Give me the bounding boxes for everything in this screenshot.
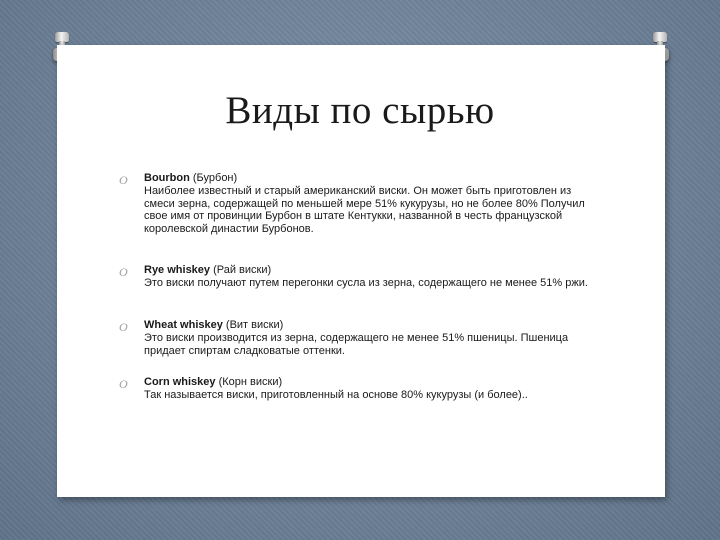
item-name: Corn whiskey — [144, 376, 216, 388]
item-text — [144, 319, 594, 357]
item-text — [144, 264, 594, 290]
item-description: Это виски производится из зерна, содержащего не менее 51% пшеницы. Пшеница придает спиртам сладковатые оттенки. — [144, 331, 569, 357]
item-text — [144, 172, 594, 236]
item-description: Наиболее известный и старый американский виски. Он может быть приготовлен из смеси зерна, содержащей по меньшей мере 51% кукурузы, но не более 80% Получил свое имя от провинции Бурбон в штате Кентукки, названной в честь французской королевской династии Бурбонов. — [144, 184, 585, 236]
item-translation: (Бурбон) — [189, 172, 238, 184]
item-name: Rye whiskey — [144, 264, 211, 276]
item-translation: (Вит виски) — [222, 319, 284, 331]
item-name: Wheat whiskey — [144, 319, 223, 331]
bullet-icon: O — [119, 377, 128, 391]
item-translation: (Корн виски) — [215, 376, 283, 388]
bullet-icon: O — [119, 173, 128, 187]
bullet-icon: O — [119, 320, 128, 334]
item-translation: (Рай виски) — [210, 264, 272, 276]
bullet-icon: O — [119, 265, 128, 279]
item-description: Так называется виски, приготовленный на основе 80% кукурузы (и более).. — [144, 388, 528, 401]
item-text — [144, 376, 594, 402]
item-description: Это виски получают путем перегонки сусла из зерна, содержащего не менее 51% ржи. — [144, 276, 588, 289]
slide-title: Виды по сырью — [225, 89, 495, 132]
item-name: Bourbon — [144, 172, 190, 184]
